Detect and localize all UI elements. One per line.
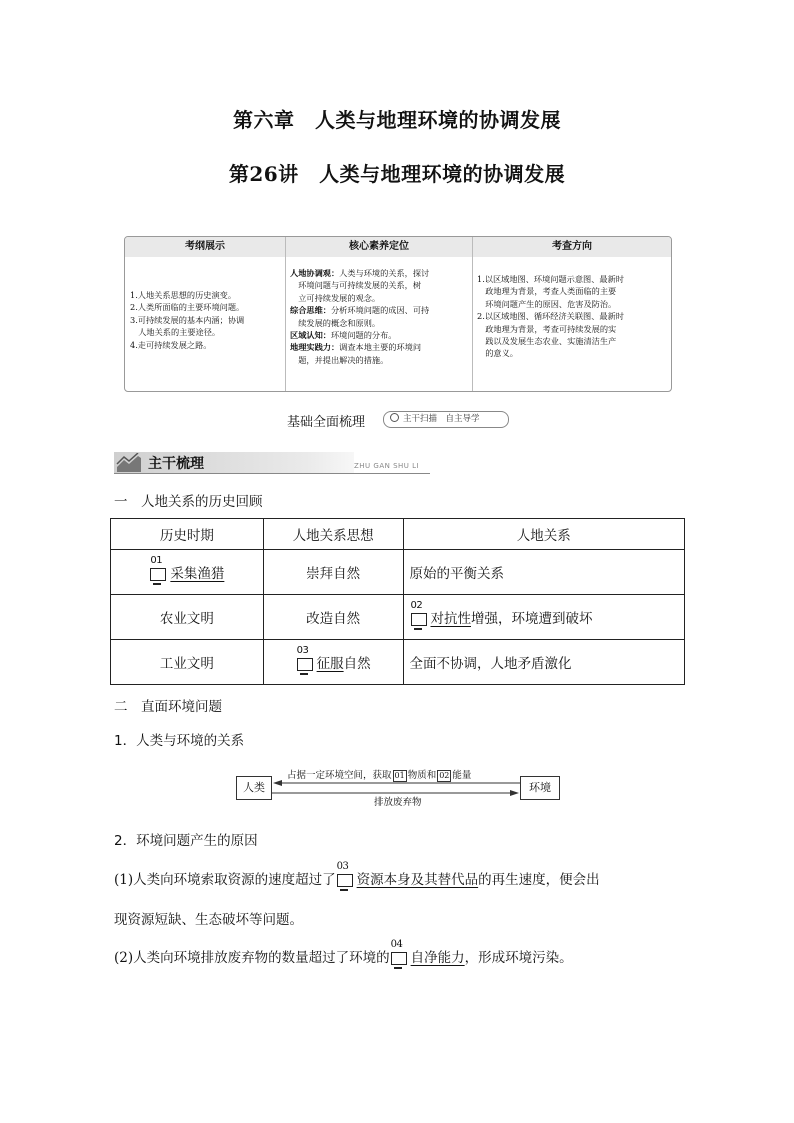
lesson-title: 第26讲 人类与地理环境的协调发展 — [228, 162, 566, 186]
overview-line: 环境问题产生的原因、危害及防治。 — [477, 298, 617, 309]
table-cell: 01 采集渔猎 — [111, 550, 264, 595]
overview-line: 立可持续发展的观念。 — [290, 292, 381, 303]
table-header: 人地关系思想 — [263, 519, 403, 550]
section-underline — [114, 473, 430, 474]
overview-header-2: 核心素养定位 — [286, 237, 472, 257]
overview-line: 地理实践力：调查本地主要的环境问 — [290, 342, 422, 353]
blank-marker: 02 — [410, 607, 428, 627]
overview-col-direction — [477, 259, 669, 387]
table-cell: 改造自然 — [263, 595, 403, 640]
banner-title: 基础全面梳理 — [287, 415, 366, 430]
overview-col-literacy — [290, 259, 470, 387]
blank-marker: 03 — [336, 868, 354, 888]
table-cell: 全面不协调，人地矛盾激化 — [403, 640, 685, 685]
overview-line: 1.人地关系思想的历史演变。 — [130, 290, 237, 300]
section-title: 主干梳理 — [148, 456, 204, 472]
table-cell: 03 征服自然 — [263, 640, 403, 685]
banner-pill — [383, 411, 509, 428]
diagram-human-box: 人类 — [236, 776, 272, 800]
overview-line: 人地关系的主要途径。 — [130, 327, 221, 338]
overview-line: 人地协调观：人类与环境的关系，探讨 — [290, 268, 430, 278]
column-divider — [285, 237, 286, 391]
table-row — [111, 640, 685, 685]
blank-marker: 03 — [296, 652, 314, 672]
overview-line: 环境问题与可持续发展的关系，树 — [290, 280, 422, 291]
table-header: 人地关系 — [403, 519, 685, 550]
chapter-title: 第六章 人类与地理环境的协调发展 — [233, 108, 561, 132]
overview-line: 综合思维：分析环境问题的成因、可持 — [290, 305, 430, 316]
overview-header-3: 考查方向 — [473, 237, 671, 257]
blank-marker: 01 — [149, 562, 167, 582]
overview-line: 4.走可持续发展之路。 — [130, 339, 212, 350]
part2-heading: 二 直面环境问题 — [114, 699, 222, 715]
part2-sub2: 2．环境问题产生的原因 — [114, 833, 258, 849]
overview-line: 1.以区域地图、环境问题示意图、最新时 — [477, 274, 624, 284]
magnifier-icon — [390, 413, 399, 422]
diagram-top-label: 占据一定环境空间，获取 01 物质和 02 能量 — [287, 770, 472, 781]
paragraph-1: (1)人类向环境索取资源的速度超过了 03 资源本身及其替代品的再生速度，便会出 — [114, 868, 600, 888]
overview-line: 题，并提出解决的措施。 — [290, 354, 389, 365]
table-row — [111, 550, 685, 595]
table-cell: 工业文明 — [111, 640, 264, 685]
blank-marker: 04 — [390, 946, 408, 966]
overview-col-exam — [130, 259, 282, 387]
paragraph-2: (2)人类向环境排放废弃物的数量超过了环境的 04 自净能力，形成环境污染。 — [114, 946, 573, 966]
overview-line: 2.以区域地图、循环经济关联图、最新时 — [477, 311, 624, 322]
history-table — [110, 518, 685, 685]
overview-line: 续发展的概念和原则。 — [290, 317, 381, 328]
overview-header-1: 考纲展示 — [125, 237, 285, 257]
part1-heading: 一 人地关系的历史回顾 — [114, 494, 263, 510]
diagram-bottom-label: 排放废弃物 — [374, 797, 422, 808]
overview-line: 践以及发展生态农业、实施清洁生产 — [477, 336, 617, 347]
overview-line: 政地理为背景，考查可持续发展的实 — [477, 323, 617, 334]
overview-line: 的意义。 — [477, 348, 518, 359]
section-title-en: ZHU GAN SHU LI — [354, 462, 420, 470]
table-header: 历史时期 — [111, 519, 264, 550]
overview-table — [124, 236, 672, 392]
table-cell: 农业文明 — [111, 595, 264, 640]
overview-line: 2.人类所面临的主要环境问题。 — [130, 302, 245, 313]
trend-chart-icon — [116, 453, 142, 473]
table-cell: 02 对抗性增强，环境遭到破坏 — [403, 595, 685, 640]
part2-sub1: 1．人类与环境的关系 — [114, 733, 245, 749]
overview-line: 3.可持续发展的基本内涵；协调 — [130, 314, 245, 325]
overview-line: 区域认知：环境问题的分布。 — [290, 330, 397, 341]
section-header — [114, 452, 430, 474]
overview-line: 政地理为背景，考查人类面临的主要 — [477, 286, 617, 297]
column-divider — [472, 237, 473, 391]
banner-pill-text: 主干扫描 自主导学 — [403, 414, 480, 424]
table-cell: 原始的平衡关系 — [403, 550, 685, 595]
diagram-environment-box: 环境 — [520, 776, 560, 800]
table-cell: 崇拜自然 — [263, 550, 403, 595]
table-row — [111, 595, 685, 640]
paragraph-1-line2: 现资源短缺、生态破坏等问题。 — [114, 912, 303, 928]
